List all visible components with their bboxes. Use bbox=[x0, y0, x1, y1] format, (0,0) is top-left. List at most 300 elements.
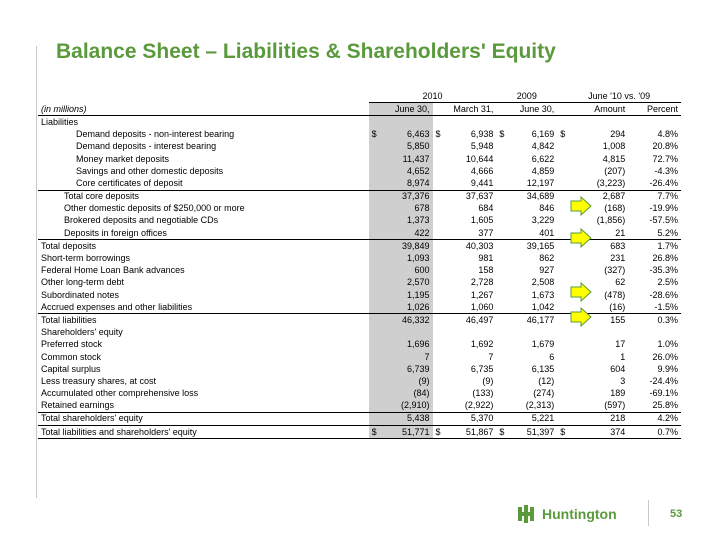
cell-value: (2,313) bbox=[525, 400, 555, 411]
cell-percent bbox=[628, 426, 681, 439]
cell-value: 6,739 bbox=[406, 363, 430, 374]
cell-value: 1,605 bbox=[470, 215, 494, 226]
cell-value: 5,370 bbox=[470, 413, 494, 424]
cell-value: 26.8% bbox=[652, 253, 678, 264]
row-label: Accrued expenses and other liabilities bbox=[41, 301, 193, 312]
cell-value: 2.5% bbox=[657, 277, 678, 288]
highlight-arrow-icon bbox=[570, 228, 592, 248]
cell-amount bbox=[557, 339, 628, 351]
row-label: Deposits in foreign offices bbox=[64, 227, 167, 238]
cell-value: 1,267 bbox=[470, 289, 494, 300]
cell-value: (2,910) bbox=[400, 400, 430, 411]
cell-june-2010 bbox=[369, 240, 433, 253]
cell-value: 4,842 bbox=[531, 141, 555, 152]
cell-value: 422 bbox=[414, 227, 430, 238]
row-label: Retained earnings bbox=[41, 400, 115, 411]
cell-amount bbox=[557, 240, 628, 253]
cell-amount bbox=[557, 289, 628, 301]
cell-value: 4.8% bbox=[657, 129, 678, 140]
cell-june-2009 bbox=[496, 129, 557, 141]
cell-value: -1.5% bbox=[654, 301, 678, 312]
cell-value: (327) bbox=[604, 265, 626, 276]
header-june-2009: June 30, bbox=[496, 103, 557, 116]
logo-wordmark: Huntington bbox=[542, 506, 617, 522]
cell-percent bbox=[628, 265, 681, 277]
cell-june-2010 bbox=[369, 314, 433, 327]
row-label: Money market deposits bbox=[76, 153, 170, 164]
cell-june-2010 bbox=[369, 277, 433, 289]
cell-value: (9) bbox=[482, 375, 494, 386]
cell-value: 6,938 bbox=[470, 129, 494, 140]
cell-value: -19.9% bbox=[649, 203, 678, 214]
row-label: Subordinated notes bbox=[41, 289, 120, 300]
cell-value: 5.2% bbox=[657, 227, 678, 238]
page-number: 53 bbox=[670, 508, 683, 520]
cell-value: 1,195 bbox=[406, 289, 430, 300]
cell-march-2010 bbox=[433, 215, 497, 227]
currency-symbol: $ bbox=[499, 426, 505, 437]
currency-symbol: $ bbox=[435, 426, 441, 437]
cell-value: 6,463 bbox=[406, 129, 430, 140]
table-row bbox=[38, 412, 681, 425]
cell-june-2010 bbox=[369, 141, 433, 153]
table-row bbox=[38, 375, 681, 387]
cell-percent bbox=[628, 388, 681, 400]
cell-amount bbox=[557, 400, 628, 413]
cell-percent bbox=[628, 153, 681, 165]
cell-value: 25.8% bbox=[652, 400, 678, 411]
cell-value: 1,008 bbox=[602, 141, 626, 152]
row-label: Demand deposits - interest bearing bbox=[76, 141, 217, 152]
cell-value: 189 bbox=[610, 388, 626, 399]
header-march-2010: March 31, bbox=[433, 103, 497, 116]
cell-value: 10,644 bbox=[465, 153, 494, 164]
cell-june-2009 bbox=[496, 265, 557, 277]
cell-value: 862 bbox=[539, 253, 555, 264]
row-label: Liabilities bbox=[41, 116, 79, 127]
cell-percent bbox=[628, 289, 681, 301]
cell-value: 1.0% bbox=[657, 339, 678, 350]
cell-june-2010 bbox=[369, 388, 433, 400]
cell-june-2009 bbox=[496, 400, 557, 413]
cell-amount bbox=[557, 412, 628, 425]
cell-percent bbox=[628, 116, 681, 129]
cell-june-2009 bbox=[496, 227, 557, 240]
cell-value: 51,867 bbox=[465, 426, 494, 437]
cell-june-2009 bbox=[496, 375, 557, 387]
cell-june-2009 bbox=[496, 203, 557, 215]
table-row bbox=[38, 400, 681, 413]
cell-value: 5,438 bbox=[406, 413, 430, 424]
cell-amount bbox=[557, 375, 628, 387]
cell-amount bbox=[557, 327, 628, 339]
cell-value: 6,622 bbox=[531, 153, 555, 164]
cell-june-2010 bbox=[369, 363, 433, 375]
cell-amount bbox=[557, 301, 628, 314]
cell-june-2009 bbox=[496, 153, 557, 165]
cell-value: 1,696 bbox=[406, 339, 430, 350]
row-label: Other long-term debt bbox=[41, 277, 125, 288]
cell-value: 604 bbox=[610, 363, 626, 374]
cell-june-2009 bbox=[496, 116, 557, 129]
table-row bbox=[38, 153, 681, 165]
cell-june-2009 bbox=[496, 177, 557, 190]
cell-percent bbox=[628, 227, 681, 240]
table-row bbox=[38, 177, 681, 190]
cell-june-2009 bbox=[496, 215, 557, 227]
table-row bbox=[38, 339, 681, 351]
cell-june-2010 bbox=[369, 116, 433, 129]
cell-june-2009 bbox=[496, 165, 557, 177]
row-label: Demand deposits - non-interest bearing bbox=[76, 129, 235, 140]
cell-june-2010 bbox=[369, 265, 433, 277]
cell-percent bbox=[628, 240, 681, 253]
highlight-arrow-icon bbox=[570, 307, 592, 327]
cell-march-2010 bbox=[433, 314, 497, 327]
cell-amount bbox=[557, 215, 628, 227]
cell-value: 1.7% bbox=[657, 240, 678, 251]
cell-amount bbox=[557, 227, 628, 240]
cell-value: 11,437 bbox=[402, 153, 430, 164]
cell-value: (168) bbox=[604, 203, 626, 214]
cell-value: 34,689 bbox=[526, 191, 555, 202]
cell-june-2010 bbox=[369, 289, 433, 301]
cell-amount bbox=[557, 265, 628, 277]
cell-march-2010 bbox=[433, 165, 497, 177]
cell-value: (84) bbox=[413, 388, 430, 399]
cell-value: (207) bbox=[604, 165, 626, 176]
header-group-change: June '10 vs. '09 bbox=[557, 90, 681, 103]
header-percent: Percent bbox=[628, 103, 681, 116]
cell-march-2010 bbox=[433, 141, 497, 153]
header-amount: Amount bbox=[557, 103, 628, 116]
cell-value: 37,376 bbox=[401, 191, 430, 202]
cell-value: 1,060 bbox=[470, 301, 494, 312]
cell-value: 678 bbox=[414, 203, 430, 214]
cell-june-2009 bbox=[496, 388, 557, 400]
cell-value: 37,637 bbox=[465, 191, 494, 202]
cell-june-2010 bbox=[369, 252, 433, 264]
row-label: Total liabilities bbox=[38, 314, 369, 327]
cell-march-2010 bbox=[433, 412, 497, 425]
cell-june-2010 bbox=[369, 400, 433, 413]
cell-value: (478) bbox=[604, 289, 626, 300]
cell-value: (597) bbox=[604, 400, 626, 411]
footer-divider-line bbox=[648, 500, 649, 526]
cell-value: 684 bbox=[478, 203, 494, 214]
cell-value: 9.9% bbox=[657, 363, 678, 374]
cell-value: 218 bbox=[610, 413, 626, 424]
cell-june-2010 bbox=[369, 227, 433, 240]
cell-value: 377 bbox=[478, 227, 494, 238]
cell-march-2010 bbox=[433, 252, 497, 264]
cell-percent bbox=[628, 412, 681, 425]
cell-value: 8,974 bbox=[406, 177, 430, 188]
currency-symbol: $ bbox=[560, 426, 566, 437]
cell-percent bbox=[628, 351, 681, 363]
cell-value: 927 bbox=[539, 265, 555, 276]
cell-march-2010 bbox=[433, 351, 497, 363]
table-row bbox=[38, 426, 681, 439]
cell-value: (9) bbox=[418, 375, 430, 386]
cell-value: 20.8% bbox=[652, 141, 678, 152]
cell-value: 4,666 bbox=[470, 165, 494, 176]
header-june-2010: June 30, bbox=[369, 103, 433, 116]
cell-value: 5,850 bbox=[406, 141, 430, 152]
cell-value: 1,679 bbox=[531, 339, 555, 350]
cell-percent bbox=[628, 363, 681, 375]
cell-value: 26.0% bbox=[652, 351, 678, 362]
header-group-2010: 2010 bbox=[369, 90, 497, 103]
cell-percent bbox=[628, 215, 681, 227]
cell-value: 374 bbox=[610, 426, 626, 437]
cell-value: (16) bbox=[609, 301, 626, 312]
cell-amount bbox=[557, 116, 628, 129]
cell-june-2009 bbox=[496, 190, 557, 203]
cell-value: 401 bbox=[539, 227, 555, 238]
cell-value: 9,441 bbox=[470, 177, 494, 188]
cell-value: -28.6% bbox=[649, 289, 678, 300]
cell-march-2010 bbox=[433, 177, 497, 190]
cell-june-2010 bbox=[369, 301, 433, 314]
row-label: Brokered deposits and negotiable CDs bbox=[64, 215, 219, 226]
cell-value: 39,165 bbox=[526, 240, 555, 251]
cell-value: 0.3% bbox=[657, 314, 678, 325]
header-group-2009: 2009 bbox=[496, 90, 557, 103]
row-label: Federal Home Loan Bank advances bbox=[41, 265, 185, 276]
table-row bbox=[38, 165, 681, 177]
table-row bbox=[38, 116, 681, 129]
cell-value: 7.7% bbox=[657, 191, 678, 202]
cell-june-2009 bbox=[496, 252, 557, 264]
cell-value: 2,728 bbox=[470, 277, 494, 288]
cell-march-2010 bbox=[433, 327, 497, 339]
cell-amount bbox=[557, 314, 628, 327]
cell-june-2009 bbox=[496, 277, 557, 289]
huntington-logo bbox=[518, 505, 617, 523]
cell-value: 62 bbox=[615, 277, 626, 288]
cell-value: 1,042 bbox=[531, 301, 555, 312]
cell-march-2010 bbox=[433, 301, 497, 314]
cell-value: -57.5% bbox=[649, 215, 678, 226]
cell-value: (2,922) bbox=[464, 400, 494, 411]
cell-june-2009 bbox=[496, 141, 557, 153]
cell-june-2010 bbox=[369, 339, 433, 351]
cell-percent bbox=[628, 141, 681, 153]
cell-june-2010 bbox=[369, 190, 433, 203]
cell-value: (3,223) bbox=[596, 177, 626, 188]
cell-june-2010 bbox=[369, 426, 433, 439]
cell-amount bbox=[557, 252, 628, 264]
row-label: Common stock bbox=[41, 351, 102, 362]
cell-june-2009 bbox=[496, 289, 557, 301]
cell-june-2010 bbox=[369, 129, 433, 141]
cell-june-2010 bbox=[369, 153, 433, 165]
cell-percent bbox=[628, 301, 681, 314]
cell-value: 40,303 bbox=[465, 240, 494, 251]
cell-percent bbox=[628, 252, 681, 264]
table-row bbox=[38, 141, 681, 153]
cell-value: (12) bbox=[538, 375, 555, 386]
cell-percent bbox=[628, 327, 681, 339]
highlight-arrow-icon bbox=[570, 282, 592, 302]
cell-value: 4,815 bbox=[602, 153, 626, 164]
cell-percent bbox=[628, 165, 681, 177]
cell-percent bbox=[628, 375, 681, 387]
header-in-millions: (in millions) bbox=[38, 103, 369, 116]
cell-value: 981 bbox=[478, 253, 494, 264]
cell-value: 7 bbox=[488, 351, 494, 362]
cell-value: 4.2% bbox=[657, 413, 678, 424]
row-label: Savings and other domestic deposits bbox=[76, 165, 224, 176]
cell-value: 1 bbox=[620, 351, 626, 362]
cell-march-2010 bbox=[433, 426, 497, 439]
cell-amount bbox=[557, 129, 628, 141]
cell-value: 6,135 bbox=[531, 363, 555, 374]
cell-value: (1,856) bbox=[596, 215, 626, 226]
cell-amount bbox=[557, 153, 628, 165]
table-row bbox=[38, 388, 681, 400]
cell-value: (133) bbox=[472, 388, 494, 399]
cell-amount bbox=[557, 165, 628, 177]
cell-june-2010 bbox=[369, 215, 433, 227]
cell-june-2009 bbox=[496, 351, 557, 363]
cell-june-2010 bbox=[369, 375, 433, 387]
cell-march-2010 bbox=[433, 289, 497, 301]
cell-value: 5,221 bbox=[531, 413, 555, 424]
cell-june-2009 bbox=[496, 240, 557, 253]
cell-amount bbox=[557, 351, 628, 363]
cell-value: 1,673 bbox=[531, 289, 555, 300]
cell-value: 1,373 bbox=[406, 215, 430, 226]
cell-june-2009 bbox=[496, 363, 557, 375]
currency-symbol: $ bbox=[435, 129, 441, 140]
cell-june-2009 bbox=[496, 339, 557, 351]
cell-value: 6,735 bbox=[470, 363, 494, 374]
cell-amount bbox=[557, 141, 628, 153]
highlight-arrow-icon bbox=[570, 196, 592, 216]
cell-value: 3 bbox=[620, 375, 626, 386]
huntington-logo-mark-icon bbox=[518, 505, 538, 523]
row-label: Total deposits bbox=[38, 240, 369, 253]
cell-value: -35.3% bbox=[649, 265, 678, 276]
cell-value: 6 bbox=[549, 351, 555, 362]
row-label: Other domestic deposits of $250,000 or more bbox=[64, 203, 245, 214]
cell-percent bbox=[628, 277, 681, 289]
cell-percent bbox=[628, 129, 681, 141]
cell-percent bbox=[628, 339, 681, 351]
cell-june-2009 bbox=[496, 412, 557, 425]
cell-march-2010 bbox=[433, 129, 497, 141]
cell-value: 46,177 bbox=[526, 314, 555, 325]
cell-value: 2,687 bbox=[602, 191, 626, 202]
cell-march-2010 bbox=[433, 190, 497, 203]
balance-sheet-table bbox=[38, 90, 681, 439]
header-group-row bbox=[38, 90, 681, 103]
slide-title: Balance Sheet – Liabilities & Shareholders' Equity bbox=[56, 40, 556, 63]
cell-march-2010 bbox=[433, 339, 497, 351]
cell-march-2010 bbox=[433, 400, 497, 413]
cell-value: 17 bbox=[615, 339, 626, 350]
cell-value: 46,332 bbox=[401, 314, 430, 325]
cell-amount bbox=[557, 190, 628, 203]
cell-march-2010 bbox=[433, 116, 497, 129]
currency-symbol: $ bbox=[371, 426, 377, 437]
cell-percent bbox=[628, 177, 681, 190]
cell-march-2010 bbox=[433, 388, 497, 400]
cell-value: 4,652 bbox=[406, 165, 430, 176]
cell-june-2009 bbox=[496, 314, 557, 327]
cell-amount bbox=[557, 277, 628, 289]
cell-percent bbox=[628, 314, 681, 327]
cell-value: 231 bbox=[610, 253, 626, 264]
cell-value: 846 bbox=[539, 203, 555, 214]
cell-value: 600 bbox=[414, 265, 430, 276]
cell-march-2010 bbox=[433, 227, 497, 240]
cell-value: -4.3% bbox=[654, 165, 678, 176]
table-row bbox=[38, 215, 681, 227]
currency-symbol: $ bbox=[371, 129, 377, 140]
table-row bbox=[38, 129, 681, 141]
row-label: Less treasury shares, at cost bbox=[41, 375, 157, 386]
cell-percent bbox=[628, 190, 681, 203]
currency-symbol: $ bbox=[560, 129, 566, 140]
cell-value: 1,093 bbox=[406, 253, 430, 264]
table-row bbox=[38, 363, 681, 375]
cell-june-2010 bbox=[369, 165, 433, 177]
cell-march-2010 bbox=[433, 277, 497, 289]
cell-value: 46,497 bbox=[465, 314, 494, 325]
cell-value: 1,026 bbox=[406, 301, 430, 312]
cell-march-2010 bbox=[433, 265, 497, 277]
header-column-row bbox=[38, 103, 681, 116]
cell-value: 683 bbox=[610, 240, 626, 251]
table-row bbox=[38, 252, 681, 264]
row-label: Total liabilities and shareholders' equity bbox=[38, 426, 369, 439]
cell-value: 1,692 bbox=[470, 339, 494, 350]
table-row bbox=[38, 351, 681, 363]
cell-value: 21 bbox=[615, 227, 626, 238]
cell-value: 2,508 bbox=[531, 277, 555, 288]
cell-june-2010 bbox=[369, 203, 433, 215]
cell-june-2009 bbox=[496, 426, 557, 439]
cell-value: 158 bbox=[478, 265, 494, 276]
cell-percent bbox=[628, 400, 681, 413]
row-label: Shareholders' equity bbox=[41, 327, 123, 338]
currency-symbol: $ bbox=[499, 129, 505, 140]
cell-amount bbox=[557, 426, 628, 439]
cell-value: 3,229 bbox=[531, 215, 555, 226]
cell-amount bbox=[557, 388, 628, 400]
cell-june-2010 bbox=[369, 327, 433, 339]
cell-value: 2,570 bbox=[406, 277, 430, 288]
cell-march-2010 bbox=[433, 363, 497, 375]
cell-amount bbox=[557, 363, 628, 375]
cell-june-2010 bbox=[369, 351, 433, 363]
cell-amount bbox=[557, 203, 628, 215]
cell-value: 72.7% bbox=[652, 153, 678, 164]
cell-value: 294 bbox=[610, 129, 626, 140]
cell-value: 39,849 bbox=[401, 240, 430, 251]
cell-value: -69.1% bbox=[649, 388, 678, 399]
cell-value: -26.4% bbox=[649, 177, 678, 188]
cell-value: 51,771 bbox=[401, 426, 430, 437]
cell-value: 0.7% bbox=[657, 426, 678, 437]
row-label: Total shareholders' equity bbox=[38, 412, 369, 425]
cell-june-2010 bbox=[369, 177, 433, 190]
left-divider-line bbox=[36, 46, 37, 498]
cell-amount bbox=[557, 177, 628, 190]
